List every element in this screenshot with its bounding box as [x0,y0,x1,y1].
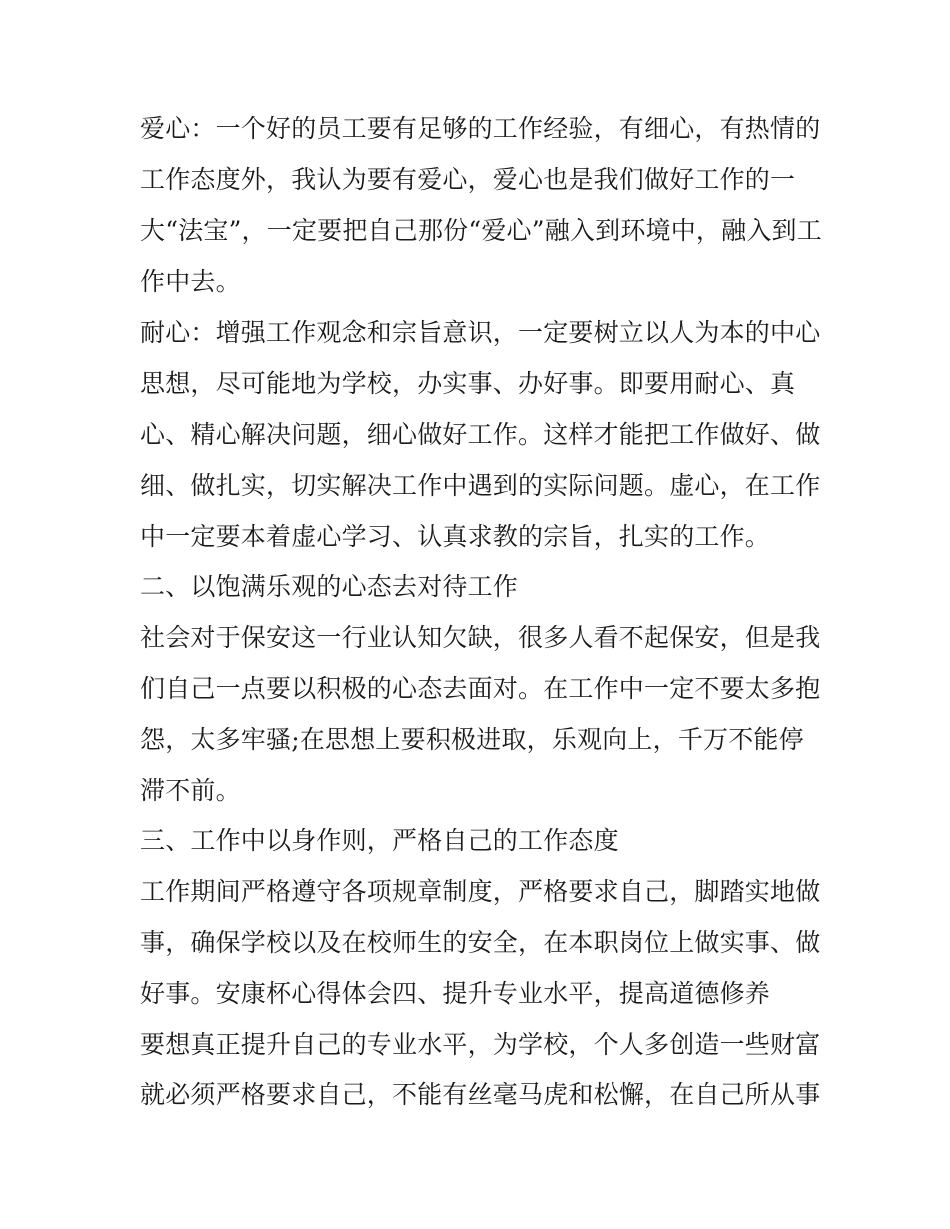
text-line-7: 心、精心解决问题，细心做好工作。这样才能把工作做好、做 [140,420,821,449]
text-line-12: 们自己一点要以积极的心态去面对。在工作中一定不要太多抱 [140,674,821,703]
text-line-5: 耐心：增强工作观念和宗旨意识，一定要树立以人为本的中心 [140,318,821,347]
text-line-8: 细、做扎实，切实解决工作中遇到的实际问题。虚心，在工作 [140,471,821,500]
text-line-3: 大“法宝”，一定要把自己那份“爱心”融入到环境中，融入到工 [140,216,822,245]
section-heading-3: 三、工作中以身作则，严格自己的工作态度 [140,826,619,855]
text-line-1: 爱心：一个好的员工要有足够的工作经验，有细心，有热情的 [140,114,821,143]
text-line-9: 中一定要本着虚心学习、认真求教的宗旨，扎实的工作。 [140,522,771,551]
text-line-14: 滞不前。 [140,776,241,805]
text-line-20: 就必须严格要求自己，不能有丝毫马虎和松懈，在自己所从事 [140,1080,821,1109]
text-line-4: 作中去。 [140,267,241,296]
section-heading-2: 二、以饱满乐观的心态去对待工作 [140,572,519,601]
text-line-11: 社会对于保安这一行业认知欠缺，很多人看不起保安，但是我 [140,623,821,652]
text-line-19: 要想真正提升自己的专业水平，为学校，个人多创造一些财富 [140,1030,821,1059]
text-line-17: 事，确保学校以及在校师生的安全，在本职岗位上做实事、做 [140,928,821,957]
text-line-16: 工作期间严格遵守各项规章制度，严格要求自己，脚踏实地做 [140,877,821,906]
text-line-18: 好事。安康杯心得体会四、提升专业水平，提高道德修养 [140,979,771,1008]
text-line-13: 怨，太多牢骚;在思想上要积极进取，乐观向上，千万不能停 [140,725,804,754]
text-line-6: 思想，尽可能地为学校，办实事、办好事。即要用耐心、真 [140,369,796,398]
text-line-2: 工作态度外，我认为要有爱心，爱心也是我们做好工作的一 [140,165,796,194]
